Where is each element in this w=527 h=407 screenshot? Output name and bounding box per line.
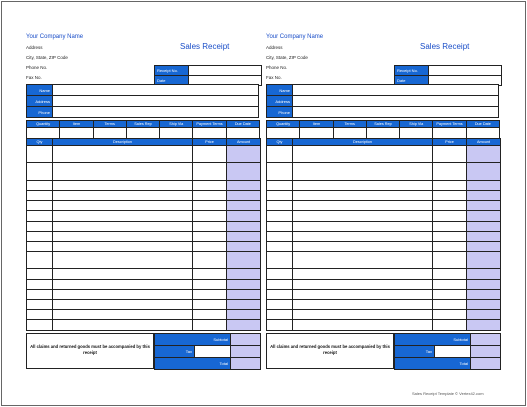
item-cell[interactable] (27, 241, 53, 251)
item-amount-cell[interactable] (227, 241, 261, 251)
item-amount-cell[interactable] (227, 320, 261, 330)
tax-label: Tax (155, 346, 195, 358)
item-cell[interactable] (193, 241, 227, 251)
tax-rate-field[interactable] (195, 346, 231, 358)
header-cell[interactable] (226, 128, 259, 139)
item-amount-cell[interactable] (227, 310, 261, 320)
item-cell[interactable] (433, 279, 467, 289)
header-cell[interactable] (193, 128, 226, 139)
item-cell[interactable] (193, 201, 227, 211)
customer-name-field[interactable] (293, 85, 499, 96)
tax-rate-field[interactable] (435, 346, 471, 358)
header-ship-via: Ship Via (160, 121, 193, 128)
customer-phone-field[interactable] (293, 107, 499, 118)
tax-amount[interactable] (471, 346, 501, 358)
item-cell[interactable] (267, 269, 293, 279)
item-amount-cell[interactable] (467, 180, 501, 190)
item-cell[interactable] (53, 300, 193, 310)
footer-message: All claims and returned goods must be accompanied by this receipt (266, 333, 394, 369)
item-cell[interactable] (293, 310, 433, 320)
item-cell[interactable] (433, 201, 467, 211)
item-cell[interactable] (433, 211, 467, 221)
header-item: Item (60, 121, 93, 128)
header-quantity: Quantity (267, 121, 300, 128)
subtotal-label: Subtotal (155, 334, 231, 346)
company-phone: Phone No. (266, 65, 288, 70)
item-cell[interactable] (267, 201, 293, 211)
header-due-date: Due Date (226, 121, 259, 128)
item-cell[interactable] (53, 269, 193, 279)
item-cell[interactable] (193, 180, 227, 190)
item-cell[interactable] (53, 201, 193, 211)
header-cell[interactable] (126, 128, 159, 139)
total-amount[interactable] (471, 358, 501, 370)
item-cell[interactable] (53, 180, 193, 190)
item-cell[interactable] (267, 163, 293, 180)
item-cell[interactable] (293, 146, 433, 163)
header-terms: Terms (93, 121, 126, 128)
item-amount-cell[interactable] (467, 221, 501, 231)
item-cell[interactable] (293, 201, 433, 211)
item-cell[interactable] (53, 211, 193, 221)
company-address: Address (26, 45, 43, 50)
item-amount-cell[interactable] (467, 269, 501, 279)
item-cell[interactable] (433, 241, 467, 251)
item-cell[interactable] (53, 310, 193, 320)
item-cell[interactable] (267, 300, 293, 310)
items-table (266, 138, 501, 331)
item-cell[interactable] (267, 180, 293, 190)
item-cell[interactable] (193, 320, 227, 330)
items-header-price: Price (433, 139, 467, 146)
receipt-title: Sales Receipt (180, 42, 230, 51)
item-cell[interactable] (193, 252, 227, 269)
item-amount-cell[interactable] (467, 320, 501, 330)
company-city-state-zip: City, State, ZIP Code (266, 55, 308, 60)
item-cell[interactable] (193, 163, 227, 180)
item-amount-cell[interactable] (467, 190, 501, 200)
items-header-description: Description (293, 139, 433, 146)
customer-name-label: Name (27, 85, 53, 96)
header-payment-terms: Payment Terms (193, 121, 226, 128)
customer-address-field[interactable] (293, 96, 499, 107)
subtotal-label: Subtotal (395, 334, 471, 346)
item-cell[interactable] (193, 231, 227, 241)
item-cell[interactable] (27, 231, 53, 241)
item-cell[interactable] (27, 300, 53, 310)
item-amount-cell[interactable] (227, 279, 261, 289)
items-header-amount: Amount (227, 139, 261, 146)
item-cell[interactable] (293, 221, 433, 231)
total-label: Total (155, 358, 231, 370)
item-cell[interactable] (193, 211, 227, 221)
customer-phone-field[interactable] (53, 107, 259, 118)
item-cell[interactable] (433, 320, 467, 330)
header-cell[interactable] (333, 128, 366, 139)
item-amount-cell[interactable] (227, 190, 261, 200)
item-cell[interactable] (293, 320, 433, 330)
item-amount-cell[interactable] (227, 180, 261, 190)
company-fax: Fax No. (26, 75, 42, 80)
item-cell[interactable] (293, 269, 433, 279)
item-cell[interactable] (267, 221, 293, 231)
total-label: Total (395, 358, 471, 370)
total-amount[interactable] (231, 358, 261, 370)
footer-message: All claims and returned goods must be accompanied by this receipt (26, 333, 154, 369)
item-cell[interactable] (27, 310, 53, 320)
items-header-description: Description (53, 139, 193, 146)
item-amount-cell[interactable] (467, 310, 501, 320)
item-amount-cell[interactable] (227, 211, 261, 221)
item-amount-cell[interactable] (227, 221, 261, 231)
item-cell[interactable] (53, 252, 193, 269)
receipt-number-label: Receipt No. (395, 66, 429, 76)
header-sales-rep: Sales Rep (366, 121, 399, 128)
items-header-amount: Amount (467, 139, 501, 146)
item-amount-cell[interactable] (467, 289, 501, 299)
item-cell[interactable] (267, 241, 293, 251)
customer-name-field[interactable] (53, 85, 259, 96)
item-cell[interactable] (27, 320, 53, 330)
header-quantity: Quantity (27, 121, 60, 128)
item-cell[interactable] (193, 190, 227, 200)
item-cell[interactable] (267, 289, 293, 299)
item-cell[interactable] (27, 190, 53, 200)
receipt-right (264, 0, 502, 372)
header-cell[interactable] (300, 128, 333, 139)
item-amount-cell[interactable] (227, 163, 261, 180)
item-cell[interactable] (27, 163, 53, 180)
item-amount-cell[interactable] (227, 252, 261, 269)
order-header-table (266, 120, 500, 139)
receipt-number-field[interactable] (188, 66, 261, 76)
items-header-price: Price (193, 139, 227, 146)
customer-phone-label: Phone (267, 107, 293, 118)
header-cell[interactable] (400, 128, 433, 139)
receipt-left (24, 0, 262, 372)
item-amount-cell[interactable] (467, 279, 501, 289)
header-cell[interactable] (366, 128, 399, 139)
item-amount-cell[interactable] (227, 231, 261, 241)
item-amount-cell[interactable] (467, 231, 501, 241)
item-cell[interactable] (267, 252, 293, 269)
header-payment-terms: Payment Terms (433, 121, 466, 128)
item-cell[interactable] (433, 231, 467, 241)
header-due-date: Due Date (466, 121, 499, 128)
item-cell[interactable] (267, 231, 293, 241)
totals-table (154, 333, 261, 370)
header-cell[interactable] (267, 128, 300, 139)
item-cell[interactable] (27, 289, 53, 299)
item-cell[interactable] (293, 211, 433, 221)
subtotal-amount[interactable] (471, 334, 501, 346)
item-amount-cell[interactable] (467, 252, 501, 269)
item-cell[interactable] (267, 320, 293, 330)
item-cell[interactable] (293, 163, 433, 180)
item-amount-cell[interactable] (467, 300, 501, 310)
company-address: Address (266, 45, 283, 50)
items-header-qty: Qty (267, 139, 293, 146)
item-cell[interactable] (193, 310, 227, 320)
item-cell[interactable] (53, 279, 193, 289)
item-amount-cell[interactable] (227, 201, 261, 211)
customer-address-label: Address (267, 96, 293, 107)
date-label: Date (155, 76, 189, 86)
item-cell[interactable] (433, 163, 467, 180)
order-header-table (26, 120, 260, 139)
receipt-title: Sales Receipt (420, 42, 470, 51)
item-cell[interactable] (293, 279, 433, 289)
item-amount-cell[interactable] (227, 289, 261, 299)
item-cell[interactable] (433, 180, 467, 190)
item-cell[interactable] (267, 146, 293, 163)
item-cell[interactable] (27, 221, 53, 231)
header-cell[interactable] (60, 128, 93, 139)
company-phone: Phone No. (26, 65, 48, 70)
date-label: Date (395, 76, 429, 86)
item-cell[interactable] (293, 289, 433, 299)
subtotal-amount[interactable] (231, 334, 261, 346)
item-cell[interactable] (53, 320, 193, 330)
item-amount-cell[interactable] (227, 146, 261, 163)
item-amount-cell[interactable] (227, 300, 261, 310)
item-cell[interactable] (293, 252, 433, 269)
header-cell[interactable] (466, 128, 499, 139)
item-cell[interactable] (53, 231, 193, 241)
item-cell[interactable] (53, 241, 193, 251)
customer-address-field[interactable] (53, 96, 259, 107)
customer-address-label: Address (27, 96, 53, 107)
item-cell[interactable] (293, 231, 433, 241)
item-cell[interactable] (433, 146, 467, 163)
company-name: Your Company Name (266, 34, 324, 40)
header-item: Item (300, 121, 333, 128)
item-cell[interactable] (193, 289, 227, 299)
totals-table (394, 333, 501, 370)
tax-label: Tax (395, 346, 435, 358)
tax-amount[interactable] (231, 346, 261, 358)
item-cell[interactable] (433, 269, 467, 279)
item-cell[interactable] (53, 289, 193, 299)
items-table (26, 138, 261, 331)
company-name: Your Company Name (26, 34, 84, 40)
item-cell[interactable] (193, 221, 227, 231)
customer-phone-label: Phone (27, 107, 53, 118)
receipt-number-label: Receipt No. (155, 66, 189, 76)
item-cell[interactable] (267, 279, 293, 289)
header-cell[interactable] (27, 128, 60, 139)
item-cell[interactable] (27, 201, 53, 211)
receipt-info-table (394, 65, 502, 86)
item-cell[interactable] (293, 190, 433, 200)
company-fax: Fax No. (266, 75, 282, 80)
item-cell[interactable] (193, 146, 227, 163)
item-cell[interactable] (267, 211, 293, 221)
customer-name-label: Name (267, 85, 293, 96)
item-cell[interactable] (193, 269, 227, 279)
item-amount-cell[interactable] (467, 241, 501, 251)
header-ship-via: Ship Via (400, 121, 433, 128)
footer-credit: Sales Receipt Template © Vertex42.com (412, 391, 484, 396)
customer-table (26, 84, 259, 118)
item-cell[interactable] (433, 310, 467, 320)
header-sales-rep: Sales Rep (126, 121, 159, 128)
item-cell[interactable] (27, 279, 53, 289)
receipt-info-table (154, 65, 262, 86)
item-amount-cell[interactable] (467, 163, 501, 180)
item-cell[interactable] (27, 180, 53, 190)
customer-table (266, 84, 499, 118)
item-cell[interactable] (27, 252, 53, 269)
item-cell[interactable] (267, 310, 293, 320)
receipt-number-field[interactable] (428, 66, 501, 76)
item-cell[interactable] (433, 300, 467, 310)
header-cell[interactable] (160, 128, 193, 139)
item-cell[interactable] (27, 269, 53, 279)
item-cell[interactable] (53, 221, 193, 231)
item-cell[interactable] (293, 180, 433, 190)
header-terms: Terms (333, 121, 366, 128)
item-cell[interactable] (267, 190, 293, 200)
item-amount-cell[interactable] (467, 211, 501, 221)
items-header-qty: Qty (27, 139, 53, 146)
item-amount-cell[interactable] (467, 146, 501, 163)
item-cell[interactable] (433, 289, 467, 299)
item-cell[interactable] (193, 279, 227, 289)
item-cell[interactable] (27, 146, 53, 163)
item-cell[interactable] (293, 241, 433, 251)
item-cell[interactable] (193, 300, 227, 310)
header-cell[interactable] (93, 128, 126, 139)
item-amount-cell[interactable] (227, 269, 261, 279)
item-cell[interactable] (433, 252, 467, 269)
item-cell[interactable] (27, 211, 53, 221)
header-cell[interactable] (433, 128, 466, 139)
item-cell[interactable] (433, 221, 467, 231)
item-cell[interactable] (53, 190, 193, 200)
item-cell[interactable] (293, 300, 433, 310)
item-cell[interactable] (53, 163, 193, 180)
company-city-state-zip: City, State, ZIP Code (26, 55, 68, 60)
item-cell[interactable] (433, 190, 467, 200)
item-amount-cell[interactable] (467, 201, 501, 211)
item-cell[interactable] (53, 146, 193, 163)
